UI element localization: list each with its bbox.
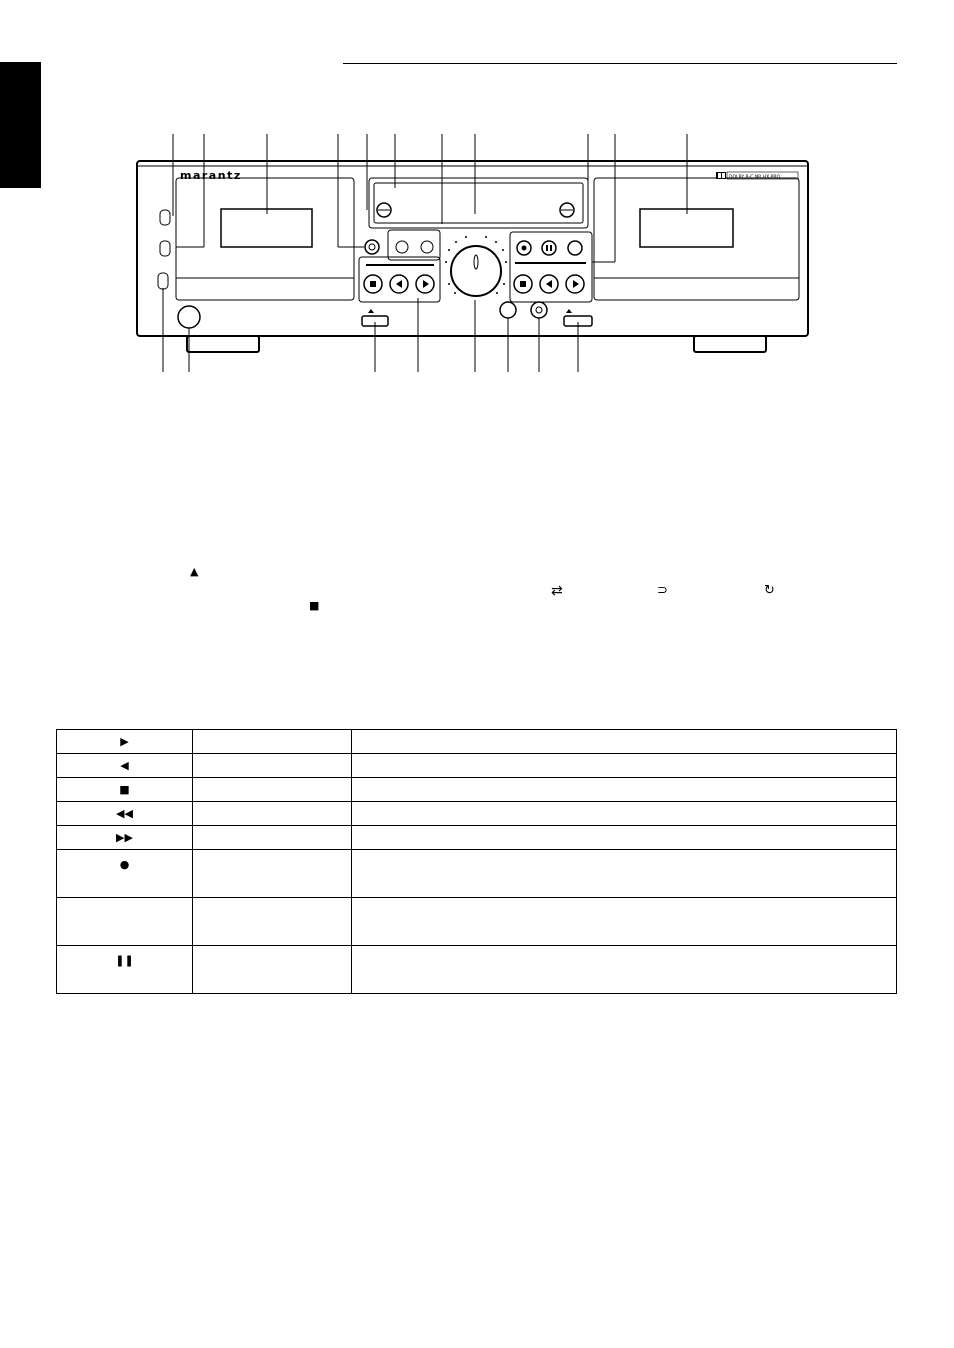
table-cell-description bbox=[352, 826, 897, 850]
table-cell-symbol: ◀ bbox=[57, 754, 193, 778]
reverse-one-icon: ⊃ bbox=[657, 583, 668, 598]
table-cell-symbol bbox=[57, 898, 193, 946]
table-cell-name bbox=[193, 826, 352, 850]
reverse-relay-icon: ↻ bbox=[764, 583, 775, 598]
eject-symbol: ▲ bbox=[190, 565, 199, 578]
front-panel-diagram bbox=[0, 0, 954, 400]
table-row bbox=[57, 730, 897, 754]
table-cell-description bbox=[352, 802, 897, 826]
table-cell-description bbox=[352, 778, 897, 802]
table-cell-name bbox=[193, 946, 352, 994]
table-cell-name bbox=[193, 898, 352, 946]
table-cell-name bbox=[193, 778, 352, 802]
table-row bbox=[57, 754, 897, 778]
table-cell-name bbox=[193, 802, 352, 826]
table-cell-symbol: ◀◀ bbox=[57, 802, 193, 826]
table-cell-symbol: ▶▶ bbox=[57, 826, 193, 850]
reverse-both-icon: ⇄ bbox=[551, 583, 563, 599]
table-row bbox=[57, 946, 897, 994]
table-cell-name bbox=[193, 730, 352, 754]
table-cell-description bbox=[352, 898, 897, 946]
table-row bbox=[57, 898, 897, 946]
dolby-badge: DOLBY B-C NR HX PRO bbox=[729, 175, 781, 180]
table-cell-symbol: ■ bbox=[57, 778, 193, 802]
table-row bbox=[57, 778, 897, 802]
brand-logo: marantz bbox=[180, 169, 242, 182]
table-row bbox=[57, 802, 897, 826]
table-cell-symbol: ❚❚ bbox=[57, 946, 193, 994]
table-cell-description bbox=[352, 730, 897, 754]
table-cell-description bbox=[352, 850, 897, 898]
stop-symbol: ■ bbox=[309, 599, 320, 612]
table-cell-name bbox=[193, 754, 352, 778]
table-cell-symbol: ● bbox=[57, 850, 193, 898]
operations-table bbox=[56, 729, 897, 994]
table-row bbox=[57, 826, 897, 850]
table-cell-description bbox=[352, 754, 897, 778]
table-row bbox=[57, 850, 897, 898]
table-cell-description bbox=[352, 946, 897, 994]
table-cell-name bbox=[193, 850, 352, 898]
table-cell-symbol: ▶ bbox=[57, 730, 193, 754]
